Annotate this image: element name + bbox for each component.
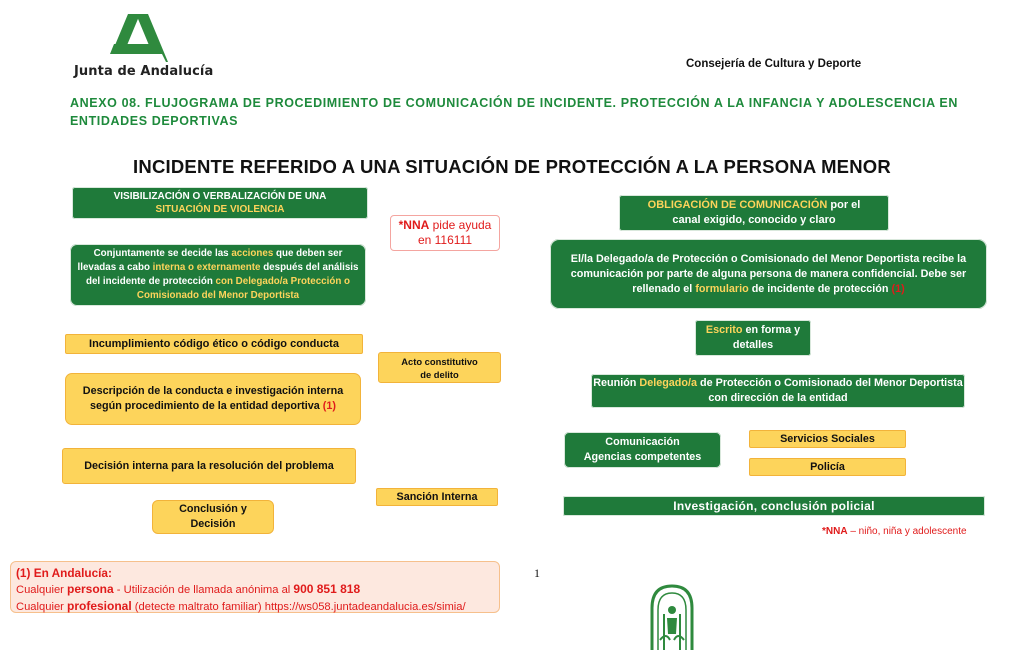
nna-def-text: – niño, niña y adolescente [847,526,967,537]
nna-help-prefix: *NNA [398,218,430,232]
box-investigacion-policial: Investigación, conclusión policial [563,496,985,516]
obligacion-t1: por el [827,199,861,211]
nna-def-key: *NNA [822,526,848,537]
andalucia-line1 [16,581,494,598]
logo-text: Junta de Andalucía [74,64,214,79]
delegado-t1: El/la Delegado/a de Protección o Comisionado del Menor Deportista recibe la comunicación por parte de alguna persona de manera confidencial. Debe ser rellenado el [570,252,967,295]
box-visibilizacion [72,187,368,219]
box-delegado [550,239,987,309]
and-l2c: (detecte maltrato familiar) https://ws058.juntadeandalucia.es/simia/ [131,601,466,613]
main-title: INCIDENTE REFERIDO A UNA SITUACIÓN DE PROTECCIÓN A LA PERSONA MENOR [133,156,891,177]
reunion-text [591,376,965,406]
descripcion-body: Descripción de la conducta e investigación interna según procedimiento de la entidad deportiva [82,385,344,412]
nna-help-line1 [399,218,492,233]
andalucia-coat-of-arms-icon [648,584,696,650]
box-acto-delito [378,352,501,383]
conjuntamente-t2: que deben ser llevadas a cabo [77,248,343,273]
escrito-line2: detalles [732,339,774,351]
box-escrito [695,320,811,356]
nna-help-line2: en 116111 [417,233,473,247]
and-l2a: Cualquier [16,601,67,613]
comunicacion-line1: Comunicación [605,436,680,448]
descripcion-ref: (1) [322,400,336,412]
escrito-t1: en forma y [742,324,801,336]
box-reunion [591,374,965,408]
acto-line2: de delito [420,368,459,380]
delegado-t2: de incidente de protección [748,282,892,295]
and-l1b: persona [67,582,114,596]
delegado-text [556,252,981,297]
conjuntamente-t3: después del análisis del incidente de protección [85,262,359,287]
conclusion-line1: Conclusión y [179,503,247,515]
comunicacion-line2: Agencias competentes [583,451,702,463]
box-conjuntamente [70,244,366,306]
box-conclusion [152,500,274,534]
delegado-h1: formulario [695,282,749,295]
visibilizacion-line1: VISIBILIZACIÓN O VERBALIZACIÓN DE UNA [113,191,327,202]
conclusion-line2: Decisión [190,518,236,530]
box-comunicacion-agencias [564,432,721,468]
annex-title: ANEXO 08. FLUJOGRAMA DE PROCEDIMIENTO DE COMUNICACIÓN DE INCIDENTE. PROTECCIÓN A LA INFANCIA Y ADOLESCENCIA EN ENTIDADES DEPORTIVAS [70,96,958,128]
escrito-line1 [706,323,800,338]
acto-line1: Acto constitutivo [401,355,478,367]
andalucia-title: (1) En Andalucía: [16,566,112,580]
and-phone: 900 851 818 [293,582,361,596]
conjuntamente-t1: Conjuntamente se decide las [93,248,232,259]
department-name: Consejería de Cultura y Deporte [686,58,862,70]
visibilizacion-line2: SITUACIÓN DE VIOLENCIA [155,204,285,215]
conjuntamente-h1: acciones [231,248,274,259]
box-obligacion [619,195,889,231]
conjuntamente-h2: interna o externamente [152,262,261,273]
reunion-t1: Reunión [593,377,640,389]
and-l1a: Cualquier [16,584,67,596]
box-servicios-sociales: Servicios Sociales [749,430,906,448]
box-policia: Policía [749,458,906,476]
descripcion-text [66,384,360,414]
and-l1c: - Utilización de llamada anónima al [113,584,294,596]
obligacion-h1: OBLIGACIÓN DE COMUNICACIÓN [647,199,828,211]
escrito-h1: Escrito [705,324,743,336]
andalucia-contacts-box [10,561,500,613]
and-l2b: profesional [67,599,132,613]
delegado-ref: (1) [891,282,905,295]
andalucia-line2 [16,598,494,615]
box-nna-help [390,215,500,251]
nna-definition-note [822,526,967,537]
reunion-t2: de Protección o Comisionado del Menor Deportista con dirección de la entidad [697,377,963,404]
box-descripcion [65,373,361,425]
reunion-h1: Delegado/a [639,377,698,389]
conjuntamente-h3: con Delegado/a Protección o Comisionado del Menor Deportista [136,276,351,301]
obligacion-line2: canal exigido, conocido y claro [672,214,836,226]
conjuntamente-text [74,247,362,303]
box-incumplimiento: Incumplimiento código ético o código conducta [65,334,363,354]
box-sancion-interna: Sanción Interna [376,488,498,506]
obligacion-line1 [648,198,861,213]
nna-help-rest: pide ayuda [429,218,492,232]
page-number: 1 [534,566,540,580]
box-decision-interna: Decisión interna para la resolución del problema [62,448,356,484]
